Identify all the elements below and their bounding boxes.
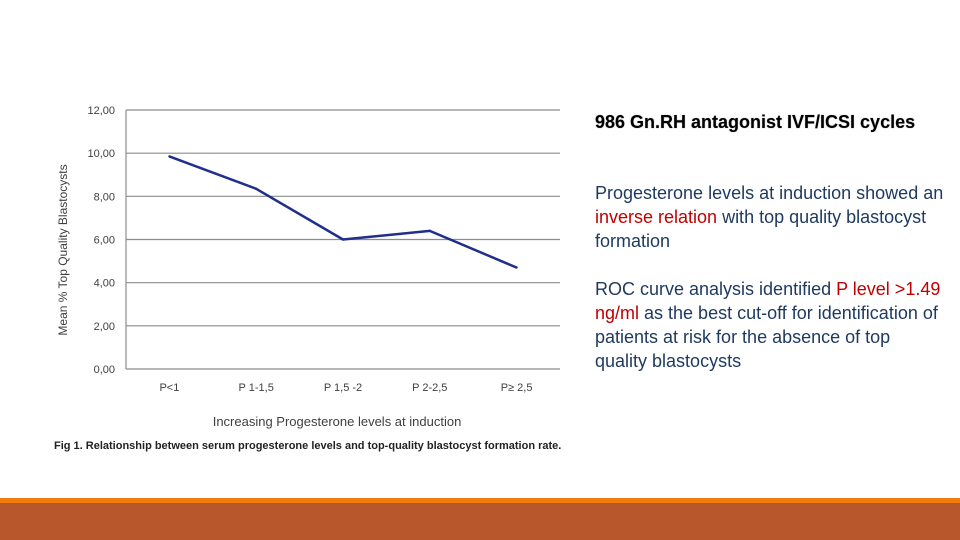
- roc-text-part1: ROC curve analysis identified: [595, 279, 837, 299]
- inverse-relation-text-part2: with top quality blastocyst formation: [595, 207, 927, 251]
- inverse-relation-highlight: inverse relation: [595, 207, 718, 227]
- data-point: [429, 230, 431, 232]
- x-tick-label: P 1,5 -2: [323, 382, 363, 394]
- y-tick-label: 6,00: [93, 234, 115, 247]
- y-tick-label: 8,00: [93, 191, 115, 204]
- roc-text-part2: as the best cut-off for identification of patients at risk for the absence of top quality blastocysts: [595, 303, 938, 371]
- inverse-relation-text: [595, 181, 945, 253]
- y-tick-label: 4,00: [93, 277, 115, 290]
- cycles-text: 986 Gn.RH antagonist IVF/ICSI cycles: [595, 112, 916, 132]
- x-tick-label: P 1-1,5: [238, 382, 274, 394]
- x-axis-title: Increasing Progesterone levels at induction: [212, 414, 462, 429]
- data-point: [168, 155, 170, 157]
- data-point: [255, 188, 257, 190]
- roc-analysis-text: [595, 277, 945, 373]
- y-tick-label: 0,00: [93, 364, 115, 376]
- roc-cutoff-highlight: P level >1.49 ng/ml: [595, 279, 941, 323]
- inverse-relation-text-part1: Progesterone levels at induction showed an: [595, 183, 944, 203]
- x-tick-label: P≥ 2,5: [500, 382, 533, 394]
- y-tick-label: 2,00: [93, 320, 115, 333]
- y-tick-label: 10,00: [87, 148, 115, 161]
- data-point: [342, 238, 344, 240]
- series-line: [169, 156, 516, 267]
- data-point: [515, 266, 517, 268]
- x-tick-label: P<1: [159, 382, 180, 394]
- footer-bar: [0, 503, 960, 540]
- y-tick-label: 12,00: [87, 105, 115, 117]
- figure-caption: Fig 1. Relationship between serum progesterone levels and top-quality blastocyst formation rate.: [54, 440, 562, 452]
- y-axis-title: Mean % Top Quality Blastocysts: [56, 164, 70, 336]
- x-tick-label: P 2-2,5: [412, 382, 448, 394]
